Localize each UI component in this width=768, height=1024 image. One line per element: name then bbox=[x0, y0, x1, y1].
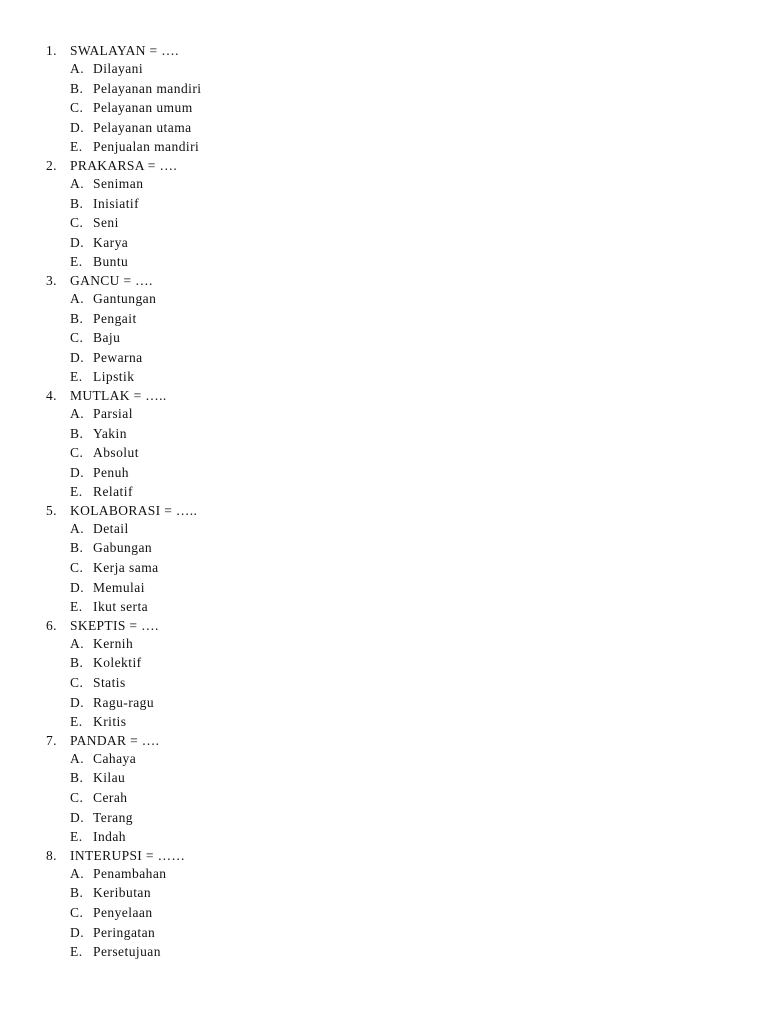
option-letter: C. bbox=[70, 330, 84, 346]
option-text: Seniman bbox=[93, 175, 144, 191]
answer-option bbox=[0, 309, 768, 329]
option-text: Pelayanan utama bbox=[93, 119, 192, 135]
option-list bbox=[0, 634, 768, 732]
option-letter: A. bbox=[70, 405, 85, 421]
option-letter: C. bbox=[70, 675, 84, 691]
answer-option bbox=[0, 252, 768, 272]
answer-option bbox=[0, 59, 768, 79]
option-text: Buntu bbox=[93, 254, 129, 270]
question-stem: PRAKARSA = …. bbox=[70, 157, 178, 173]
answer-option bbox=[0, 538, 768, 558]
option-list bbox=[0, 864, 768, 962]
option-text: Peringatan bbox=[93, 924, 156, 940]
question-number: 5. bbox=[46, 502, 57, 518]
option-text: Ragu-ragu bbox=[93, 694, 155, 710]
option-text: Cahaya bbox=[93, 750, 137, 766]
option-letter: C. bbox=[70, 445, 84, 461]
question-item bbox=[0, 732, 768, 847]
answer-option bbox=[0, 827, 768, 847]
option-letter: D. bbox=[70, 694, 85, 710]
answer-option bbox=[0, 942, 768, 962]
document-page bbox=[0, 42, 768, 962]
answer-option bbox=[0, 788, 768, 808]
option-letter: E. bbox=[70, 369, 83, 385]
option-text: Karya bbox=[93, 234, 129, 250]
option-letter: E. bbox=[70, 714, 83, 730]
option-letter: C. bbox=[70, 790, 84, 805]
answer-option bbox=[0, 174, 768, 194]
option-letter: D. bbox=[70, 579, 85, 595]
question-line bbox=[0, 157, 768, 174]
option-letter: A. bbox=[70, 635, 85, 651]
option-letter: A. bbox=[70, 175, 85, 191]
option-letter: C. bbox=[70, 560, 84, 576]
option-letter: D. bbox=[70, 234, 85, 250]
option-list bbox=[0, 59, 768, 157]
option-text: Lipstik bbox=[93, 369, 135, 385]
answer-option bbox=[0, 289, 768, 309]
question-item bbox=[0, 387, 768, 502]
answer-option bbox=[0, 693, 768, 713]
option-letter: B. bbox=[70, 310, 84, 326]
question-line bbox=[0, 42, 768, 59]
option-letter: A. bbox=[70, 290, 85, 306]
answer-option bbox=[0, 903, 768, 923]
option-letter: D. bbox=[70, 924, 85, 940]
question-line bbox=[0, 387, 768, 404]
option-text: Indah bbox=[93, 829, 126, 845]
option-letter: E. bbox=[70, 599, 83, 615]
option-letter: E. bbox=[70, 254, 83, 270]
option-letter: B. bbox=[70, 540, 84, 556]
answer-option bbox=[0, 137, 768, 157]
option-list bbox=[0, 749, 768, 847]
answer-option bbox=[0, 578, 768, 598]
answer-option bbox=[0, 233, 768, 253]
option-letter: E. bbox=[70, 944, 83, 960]
option-letter: E. bbox=[70, 139, 83, 155]
answer-option bbox=[0, 404, 768, 424]
answer-option bbox=[0, 424, 768, 444]
option-text: Pelayanan mandiri bbox=[93, 80, 202, 96]
option-text: Persetujuan bbox=[93, 944, 161, 960]
option-letter: B. bbox=[70, 195, 84, 211]
answer-option bbox=[0, 482, 768, 502]
option-text: Yakin bbox=[93, 425, 127, 441]
answer-option bbox=[0, 923, 768, 943]
answer-option bbox=[0, 673, 768, 693]
question-stem: KOLABORASI = ….. bbox=[70, 502, 198, 518]
question-line bbox=[0, 502, 768, 519]
option-text: Detail bbox=[93, 520, 129, 536]
option-text: Absolut bbox=[93, 445, 139, 461]
option-text: Dilayani bbox=[93, 61, 144, 76]
answer-option bbox=[0, 883, 768, 903]
question-stem: SKEPTIS = …. bbox=[70, 617, 159, 633]
option-letter: A. bbox=[70, 750, 85, 766]
answer-option bbox=[0, 194, 768, 214]
answer-option bbox=[0, 79, 768, 99]
answer-option bbox=[0, 213, 768, 233]
answer-option bbox=[0, 864, 768, 884]
option-text: Kilau bbox=[93, 770, 126, 786]
option-list bbox=[0, 174, 768, 272]
option-text: Penuh bbox=[93, 464, 129, 480]
option-text: Pelayanan umum bbox=[93, 100, 193, 116]
option-letter: B. bbox=[70, 885, 84, 901]
question-stem: GANCU = …. bbox=[70, 272, 153, 288]
option-text: Penambahan bbox=[93, 865, 167, 881]
question-stem: PANDAR = …. bbox=[70, 732, 160, 748]
option-text: Pewarna bbox=[93, 349, 143, 365]
option-text: Keributan bbox=[93, 885, 152, 901]
question-line bbox=[0, 617, 768, 634]
option-text: Relatif bbox=[93, 484, 133, 500]
option-text: Memulai bbox=[93, 579, 145, 595]
answer-option bbox=[0, 749, 768, 769]
option-letter: A. bbox=[70, 61, 85, 76]
option-text: Statis bbox=[93, 675, 126, 691]
option-list bbox=[0, 519, 768, 617]
option-text: Kolektif bbox=[93, 655, 142, 671]
option-letter: C. bbox=[70, 215, 84, 231]
option-text: Kritis bbox=[93, 714, 127, 730]
option-letter: C. bbox=[70, 904, 84, 920]
option-text: Pengait bbox=[93, 310, 137, 326]
question-item bbox=[0, 272, 768, 387]
option-text: Seni bbox=[93, 215, 119, 231]
question-stem: SWALAYAN = …. bbox=[70, 43, 179, 58]
option-text: Kernih bbox=[93, 635, 134, 651]
option-letter: C. bbox=[70, 100, 84, 116]
option-letter: D. bbox=[70, 119, 85, 135]
question-line bbox=[0, 272, 768, 289]
option-text: Ikut serta bbox=[93, 599, 149, 615]
question-number: 4. bbox=[46, 387, 57, 403]
option-letter: B. bbox=[70, 425, 84, 441]
question-item bbox=[0, 847, 768, 962]
option-text: Cerah bbox=[93, 790, 128, 805]
option-letter: E. bbox=[70, 829, 83, 845]
option-text: Inisiatif bbox=[93, 195, 140, 211]
option-text: Penjualan mandiri bbox=[93, 139, 200, 155]
question-number: 3. bbox=[46, 272, 57, 288]
option-text: Gantungan bbox=[93, 290, 157, 306]
question-number: 8. bbox=[46, 847, 57, 863]
question-line bbox=[0, 847, 768, 864]
answer-option bbox=[0, 519, 768, 539]
option-letter: B. bbox=[70, 655, 84, 671]
question-number: 7. bbox=[46, 732, 57, 748]
answer-option bbox=[0, 558, 768, 578]
answer-option bbox=[0, 463, 768, 483]
question-number: 2. bbox=[46, 157, 57, 173]
question-item bbox=[0, 617, 768, 732]
option-text: Penyelaan bbox=[93, 904, 153, 920]
question-number: 6. bbox=[46, 617, 57, 633]
answer-option bbox=[0, 328, 768, 348]
option-letter: A. bbox=[70, 520, 85, 536]
option-text: Kerja sama bbox=[93, 560, 159, 576]
question-number: 1. bbox=[46, 43, 57, 58]
answer-option bbox=[0, 118, 768, 138]
option-text: Parsial bbox=[93, 405, 133, 421]
answer-option bbox=[0, 768, 768, 788]
answer-option bbox=[0, 634, 768, 654]
option-letter: E. bbox=[70, 484, 83, 500]
answer-option bbox=[0, 808, 768, 828]
answer-option bbox=[0, 712, 768, 732]
option-text: Terang bbox=[93, 809, 133, 825]
answer-option bbox=[0, 597, 768, 617]
question-list bbox=[0, 42, 768, 962]
question-item bbox=[0, 42, 768, 157]
question-stem: MUTLAK = ….. bbox=[70, 387, 167, 403]
option-list bbox=[0, 404, 768, 502]
option-letter: D. bbox=[70, 464, 85, 480]
option-letter: A. bbox=[70, 865, 85, 881]
option-text: Gabungan bbox=[93, 540, 153, 556]
option-list bbox=[0, 289, 768, 387]
question-line bbox=[0, 732, 768, 749]
answer-option bbox=[0, 348, 768, 368]
answer-option bbox=[0, 653, 768, 673]
option-letter: B. bbox=[70, 770, 84, 786]
option-text: Baju bbox=[93, 330, 121, 346]
option-letter: D. bbox=[70, 809, 85, 825]
question-item bbox=[0, 157, 768, 272]
answer-option bbox=[0, 367, 768, 387]
question-stem: INTERUPSI = …… bbox=[70, 847, 186, 863]
question-item bbox=[0, 502, 768, 617]
answer-option bbox=[0, 98, 768, 118]
option-letter: B. bbox=[70, 80, 84, 96]
option-letter: D. bbox=[70, 349, 85, 365]
answer-option bbox=[0, 443, 768, 463]
